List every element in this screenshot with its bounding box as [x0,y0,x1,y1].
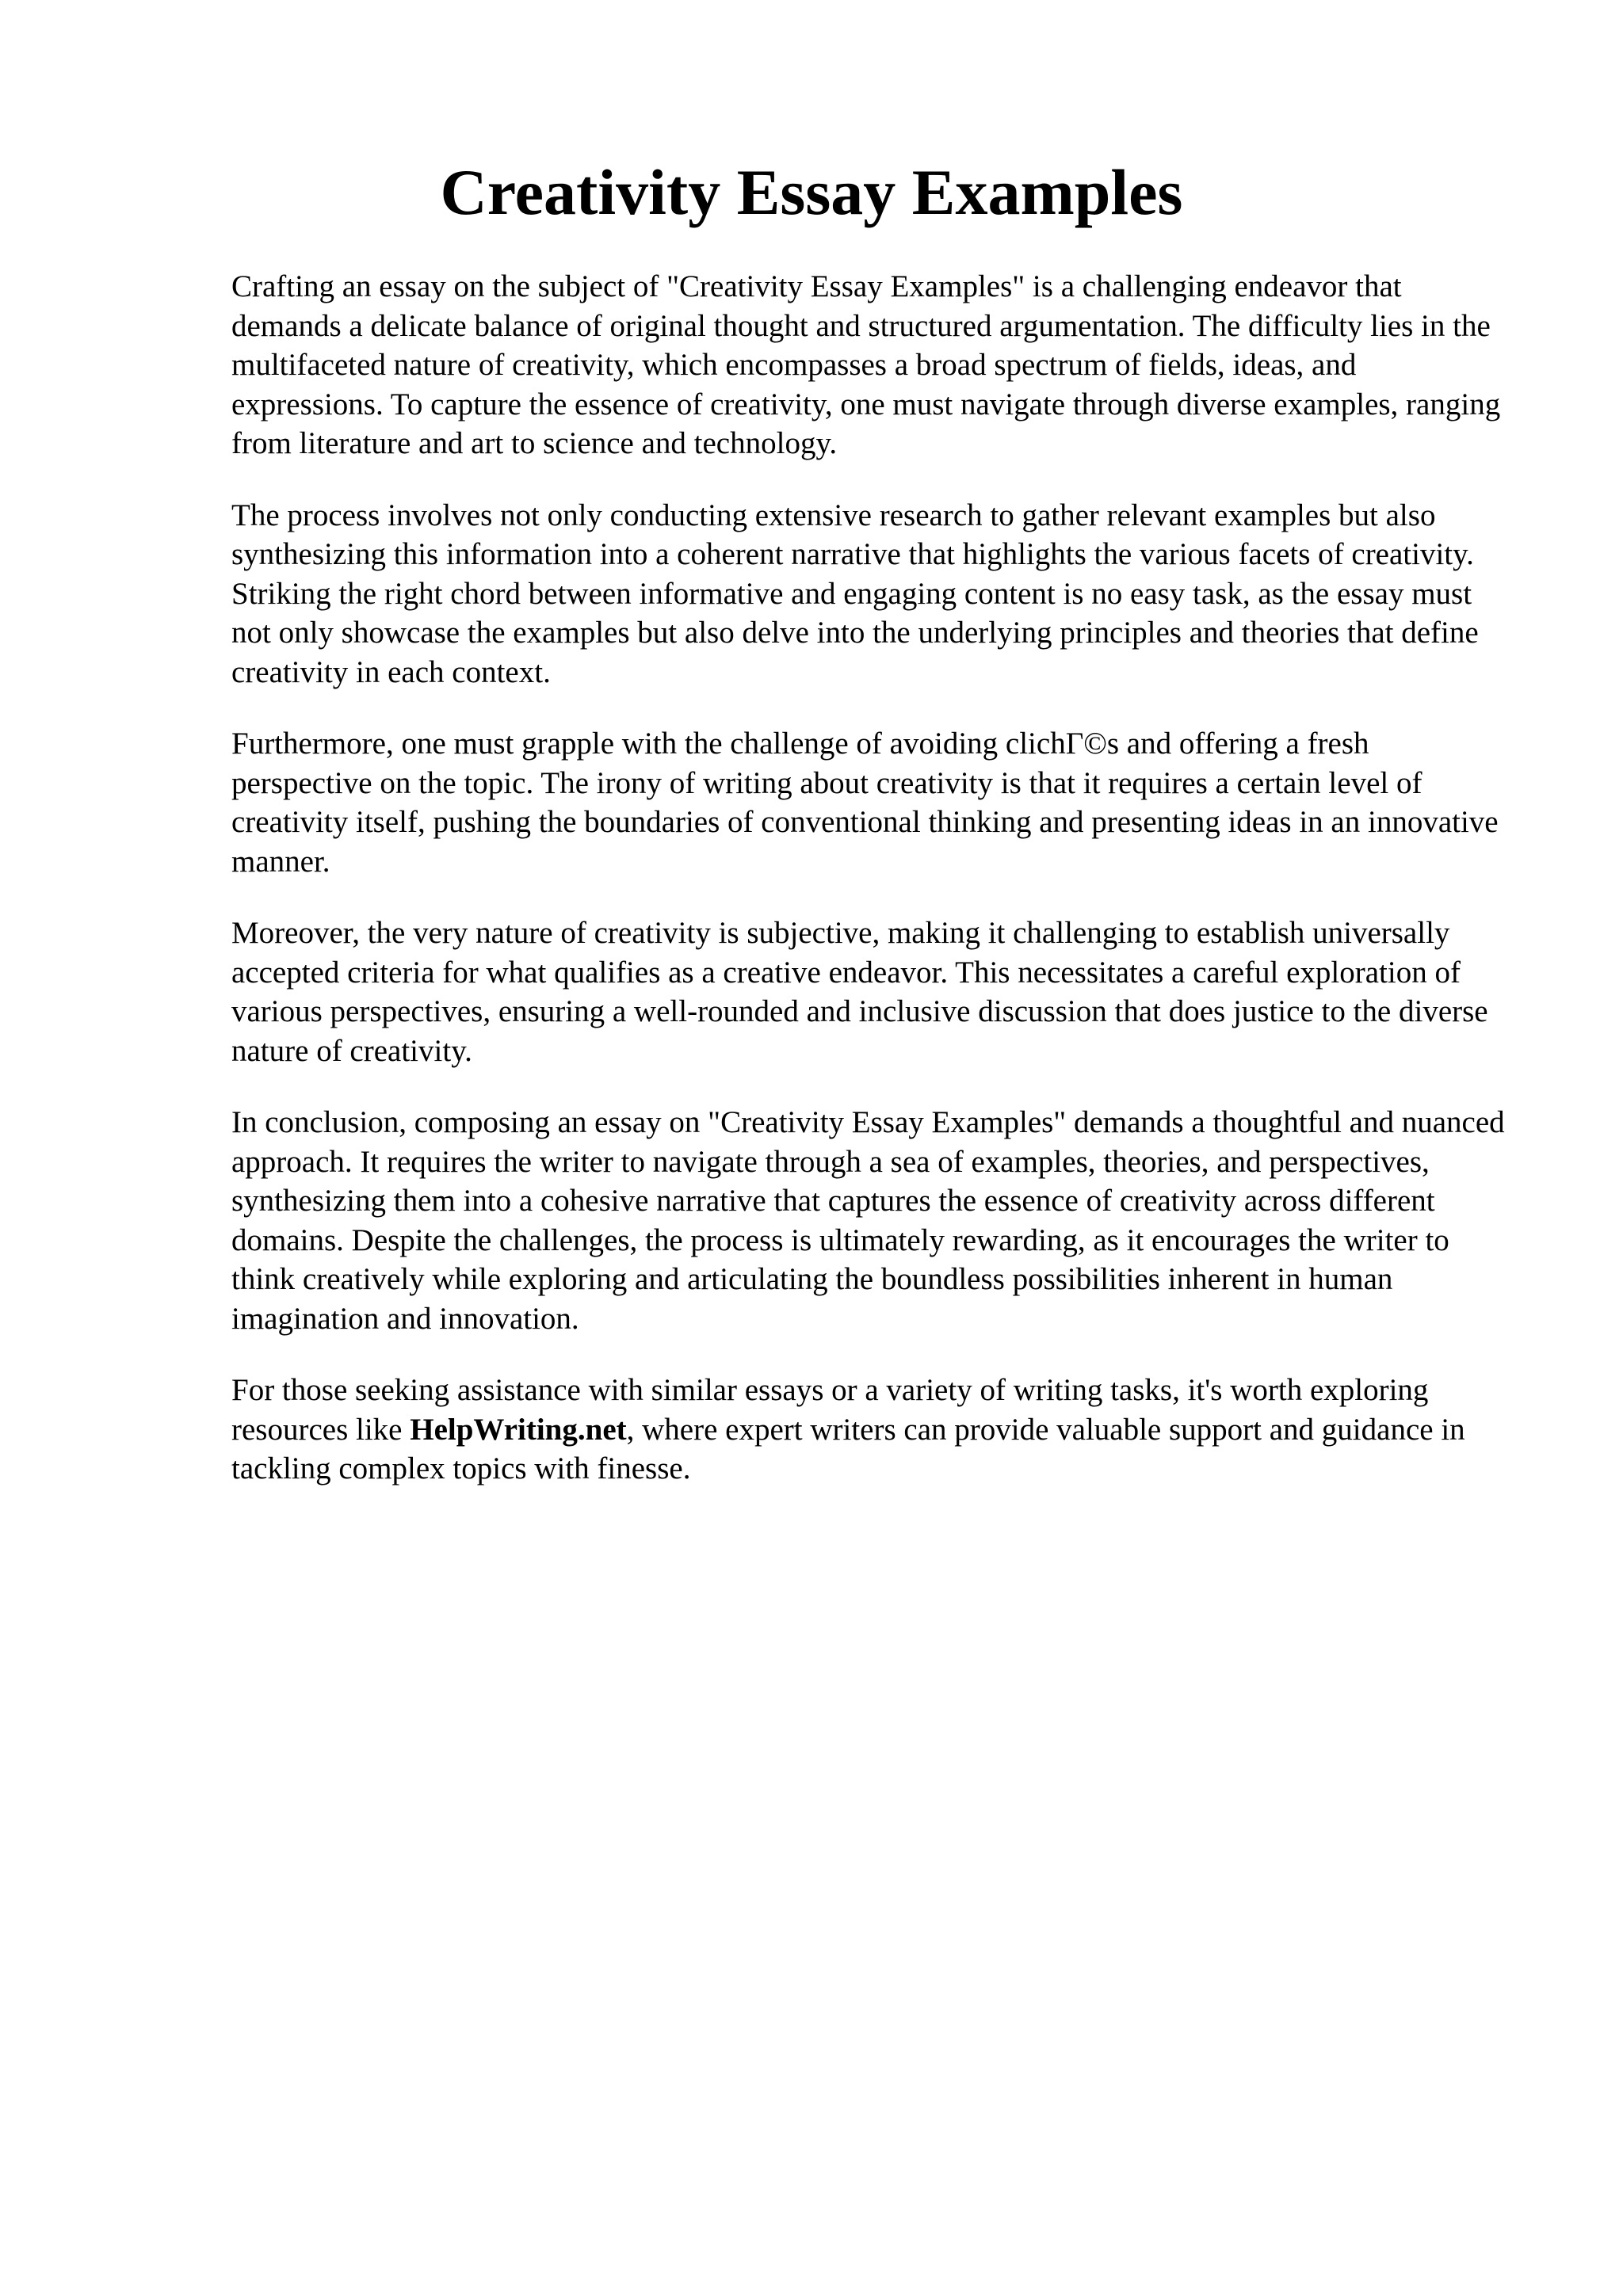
paragraph-conclusion: In conclusion, composing an essay on "Creativity Essay Examples" demands a thoughtful and nuanced approach. It requires the writer to navigate through a sea of examples, theories, and perspectives, synthesizing them into a cohesive narrative that captures the essence of creativity across different domains. Despite the challenges, the process is ultimately rewarding, as it encourages the writer to think creatively while exploring and articulating the boundless possibilities inherent in human imagination and innovation. [231,1105,1505,1336]
helpwriting-link[interactable]: HelpWriting.net [410,1412,627,1447]
paragraph-closing [231,1371,1515,1489]
essay-body [231,267,1515,1521]
paragraph-subjectivity: Moreover, the very nature of creativity is subjective, making it challenging to establish universally accepted criteria for what qualifies as a creative endeavor. This necessitates a careful exploration of various perspectives, ensuring a well-rounded and inclusive discussion that does justice to the diverse nature of creativity. [231,916,1488,1068]
paragraph-process: The process involves not only conducting extensive research to gather relevant examples but also synthesizing this information into a coherent narrative that highlights the various facets of creativity. Striking the right chord between informative and engaging content is no easy task, as the essay must not only showcase the examples but also delve into the underlying principles and theories that define creativity in each context. [231,498,1479,689]
paragraph-cliches: Furthermore, one must grapple with the challenge of avoiding clichΓ©s and offering a fresh perspective on the topic. The irony of writing about creativity is that it requires a certain level of creativity itself, pushing the boundaries of conventional thinking and presenting ideas in an innovative manner. [231,727,1499,879]
paragraph-intro: Crafting an essay on the subject of "Creativity Essay Examples" is a challenging endeavor that demands a delicate balance of original thought and structured argumentation. The difficulty lies in the multifaceted nature of creativity, which encompasses a broad spectrum of fields, ideas, and expressions. To capture the essence of creativity, one must navigate through diverse examples, ranging from literature and art to science and technology. [231,269,1501,460]
closing-text-before: For those seeking assistance with similar essays or a variety of writing tasks, it's worth exploring resources like [231,1373,1429,1447]
page-title: Creativity Essay Examples [440,156,1183,228]
closing-text-after: , where expert writers can provide valuable support and guidance in tackling complex topics with finesse. [231,1412,1465,1486]
